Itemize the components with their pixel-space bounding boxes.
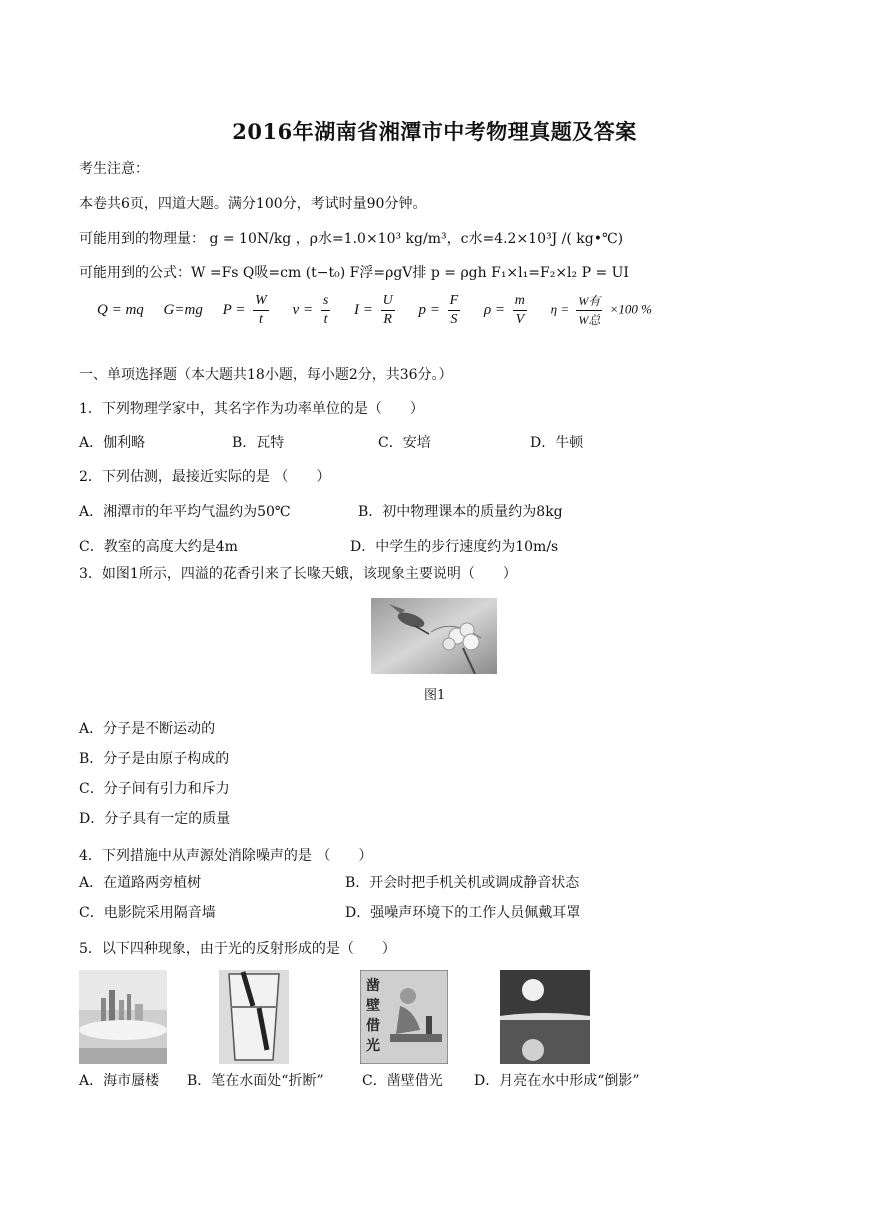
question-1-option-a: A．伽利略 <box>79 435 146 451</box>
svg-text:凿: 凿 <box>366 978 380 994</box>
question-2-option-d: D．中学生的步行速度约为10m/s <box>350 539 559 555</box>
pen-in-water-image <box>219 970 289 1064</box>
formula-gravity: G=mg <box>163 302 203 318</box>
formula-row <box>97 292 668 329</box>
moth-and-flower-image <box>371 598 497 674</box>
mirage-image <box>79 970 167 1064</box>
notice-heading: 考生注意： <box>79 161 149 177</box>
question-4-option-d: D．强噪声环境下的工作人员佩戴耳罩 <box>345 905 581 921</box>
svg-text:壁: 壁 <box>366 998 380 1014</box>
question-2-stem: 2．下列估测，最接近实际的是 （ ） <box>79 469 331 485</box>
question-5-option-c: C．凿壁借光 <box>362 1073 443 1089</box>
formula-current: I = $\frac{U}{R}$ <box>354 293 393 327</box>
question-1-option-c: C．安培 <box>378 435 431 451</box>
svg-text:光: 光 <box>366 1038 380 1054</box>
formula-efficiency: η = $\frac{\text{W有}}{\text{W总}}$ ×100 % <box>550 294 652 327</box>
question-3-option-a: A．分子是不断运动的 <box>79 721 216 737</box>
question-2-option-b: B．初中物理课本的质量约为8kg <box>358 504 563 520</box>
notice-intro: 本卷共6页，四道大题。满分100分，考试时量90分钟。 <box>79 196 427 212</box>
formula-heat-fuel: Q = mq <box>97 302 144 318</box>
question-5-option-d: D．月亮在水中形成“倒影” <box>474 1073 640 1089</box>
moon-reflection-image <box>500 970 590 1064</box>
question-2-option-a: A．湘潭市的年平均气温约为50℃ <box>79 504 291 520</box>
figure-1-caption: 图1 <box>424 688 446 703</box>
question-4-option-b: B．开会时把手机关机或调成静音状态 <box>345 875 580 891</box>
page-title: 2016年湖南省湘潭市中考物理真题及答案 <box>232 119 637 144</box>
question-3-option-d: D．分子具有一定的质量 <box>79 811 231 827</box>
question-4-option-a: A．在道路两旁植树 <box>79 875 202 891</box>
question-3-stem: 3．如图1所示，四溢的花香引来了长喙天蛾，该现象主要说明（ ） <box>79 566 517 582</box>
question-4-stem: 4．下列措施中从声源处消除噪声的是 （ ） <box>79 848 373 864</box>
question-5-option-b: B．笔在水面处“折断” <box>187 1073 324 1089</box>
question-3-option-b: B．分子是由原子构成的 <box>79 751 230 767</box>
question-3-option-c: C．分子间有引力和斥力 <box>79 781 230 797</box>
question-2-option-c: C．教室的高度大约是4m <box>79 539 238 555</box>
question-1-option-b: B．瓦特 <box>232 435 285 451</box>
physical-quantities: 可能用到的物理量： g = 10N/kg ，ρ水=1.0×10³ kg/m³，c水=4.2×10³J /( kg•℃) <box>79 231 624 247</box>
chiseled-wall-image <box>360 970 448 1064</box>
question-5-stem: 5．以下四种现象，由于光的反射形成的是（ ） <box>79 941 396 957</box>
question-1-option-d: D．牛顿 <box>530 435 584 451</box>
question-5-option-a: A．海市蜃楼 <box>79 1073 160 1089</box>
question-4-option-c: C．电影院采用隔音墙 <box>79 905 216 921</box>
question-1-stem: 1．下列物理学家中，其名字作为功率单位的是（ ） <box>79 401 424 417</box>
formula-power: P = $\frac{W}{t}$ <box>222 293 267 327</box>
svg-text:借: 借 <box>366 1018 380 1034</box>
formula-velocity: v = $\frac{s}{t}$ <box>292 293 329 327</box>
formulas-line: 可能用到的公式：W =Fs Q吸=cm (t−t₀) F浮=ρgV排 p = ρgh F₁×l₁=F₂×l₂ P = UI <box>79 265 629 281</box>
section-heading: 一、单项选择题（本大题共18小题，每小题2分，共36分。） <box>79 367 453 383</box>
formula-pressure: p = $\frac{F}{S}$ <box>418 293 459 327</box>
formula-density: ρ = $\frac{m}{V}$ <box>483 293 525 327</box>
